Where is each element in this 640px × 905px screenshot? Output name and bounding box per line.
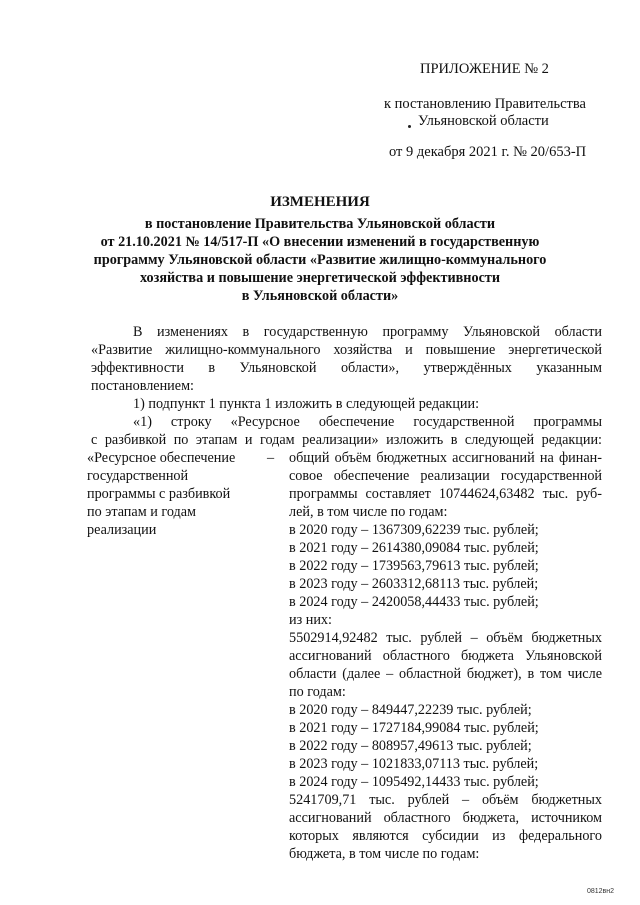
intro-line-3: эффективности в Ульяновской области», утверждённых указанным [91, 360, 602, 376]
regional-year-2024: в 2024 году – 1095492,14433 тыс. рублей; [289, 774, 539, 790]
ink-dot [408, 125, 411, 128]
federal-line-2: ассигнований областного бюджета, источником [289, 810, 602, 826]
total-year-2024: в 2024 году – 2420058,44433 тыс. рублей; [289, 594, 539, 610]
total-year-2023: в 2023 году – 2603312,68113 тыс. рублей; [289, 576, 539, 592]
table-left-line-4: по этапам и годам [87, 504, 197, 520]
table-dash: – [267, 450, 275, 466]
item-1-1-line-2: с разбивкой по этапам и годам реализации» изложить в следующей редакции: [91, 432, 602, 448]
decree-reference: к постановлению Правительства [384, 96, 586, 112]
title-line-2: от 21.10.2021 № 14/517-П «О внесении изменений в государственную [100, 234, 540, 250]
regional-year-2023: в 2023 году – 1021833,07113 тыс. рублей; [289, 756, 539, 772]
total-year-2022: в 2022 году – 1739563,79613 тыс. рублей; [289, 558, 539, 574]
total-year-2020: в 2020 году – 1367309,62239 тыс. рублей; [289, 522, 539, 538]
item-1-1-line-1: «1) строку «Ресурсное обеспечение государственной программы [133, 414, 602, 430]
intro-line-1: В изменениях в государственную программу Ульяновской области [133, 324, 602, 340]
federal-line-3: которых являются субсидии из федерального [289, 828, 602, 844]
title-line-4: хозяйства и повышение энергетической эффективности [139, 270, 501, 286]
region-name: Ульяновской области [418, 113, 549, 129]
title-line-3: программу Ульяновской области «Развитие жилищно-коммунального [93, 252, 547, 268]
total-line-4: лей, в том числе по годам: [289, 504, 448, 520]
regional-year-2021: в 2021 году – 1727184,99084 тыс. рублей; [289, 720, 539, 736]
regional-year-2022: в 2022 году – 808957,49613 тыс. рублей; [289, 738, 532, 754]
appendix-label: ПРИЛОЖЕНИЕ № 2 [420, 61, 549, 77]
total-year-2021: в 2021 году – 2614380,09084 тыс. рублей; [289, 540, 539, 556]
of-them-label: из них: [289, 612, 332, 628]
intro-line-2: «Развитие жилищно-коммунального хозяйства и повышение энергетической [91, 342, 602, 358]
total-line-2: совое обеспечение реализации государственной [289, 468, 602, 484]
title-line-5: в Ульяновской области» [241, 288, 399, 304]
table-left-line-3: программы с разбивкой [87, 486, 231, 502]
federal-line-1: 5241709,71 тыс. рублей – объём бюджетных [289, 792, 602, 808]
total-line-1: общий объём бюджетных ассигнований на финан- [289, 450, 602, 466]
regional-line-2: ассигнований областного бюджета Ульяновской [289, 648, 602, 664]
intro-line-4: постановлением: [91, 378, 194, 394]
regional-year-2020: в 2020 году – 849447,22239 тыс. рублей; [289, 702, 532, 718]
regional-line-1: 5502914,92482 тыс. рублей – объём бюджетных [289, 630, 602, 646]
footer-code: 0812вн2 [586, 888, 614, 895]
title-line-1: в постановление Правительства Ульяновской области [144, 216, 496, 232]
table-left-line-2: государственной [87, 468, 189, 484]
item-1: 1) подпункт 1 пункта 1 изложить в следующей редакции: [133, 396, 480, 412]
federal-line-4: бюджета, в том числе по годам: [289, 846, 480, 862]
document-heading: ИЗМЕНЕНИЯ [270, 194, 370, 210]
regional-line-4: по годам: [289, 684, 346, 700]
regional-line-3: области (далее – областной бюджет), в том числе [289, 666, 602, 682]
table-left-line-1: «Ресурсное обеспечение [87, 450, 236, 466]
decree-date-number: от 9 декабря 2021 г. № 20/653-П [389, 144, 587, 160]
total-line-3: программы составляет 10744624,63482 тыс. руб- [289, 486, 602, 502]
table-left-line-5: реализации [87, 522, 157, 538]
